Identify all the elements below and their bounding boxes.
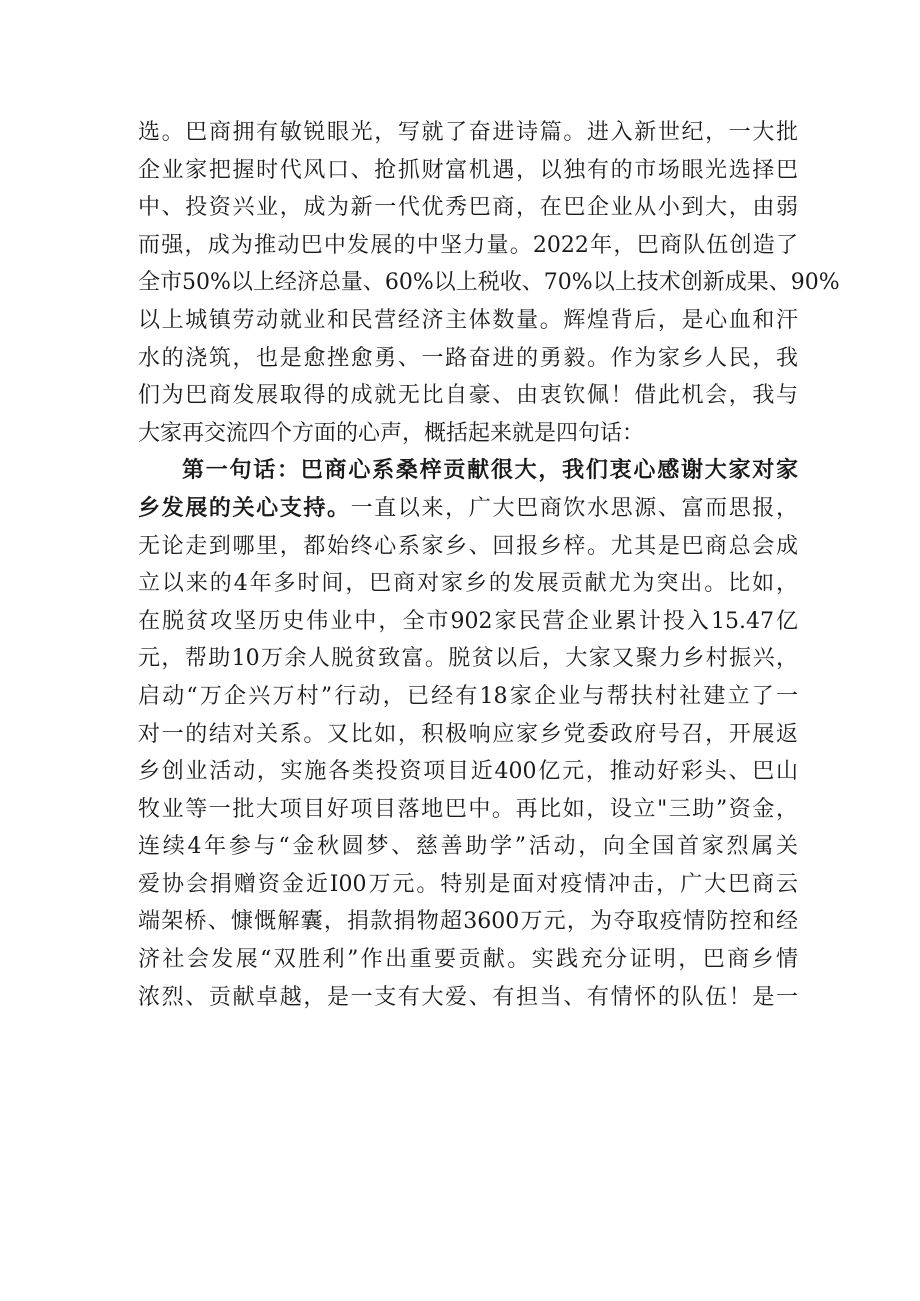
text-line: 端架桥、慷慨解囊，捐款捐物超3600万元，为夺取疫情防控和经 (138, 909, 798, 935)
text-line: 启动“万企兴万村”行动，已经有18家企业与帮扶村社建立了一 (138, 683, 798, 709)
text-line: 而强，成为推动巴中发展的中坚力量。2022年，巴商队伍创造了 (138, 232, 798, 258)
text-line: 选。巴商拥有敏锐眼光，写就了奋进诗篇。进入新世纪，一大批 (138, 120, 798, 145)
section-heading-end: 乡发展的关心支持。 (138, 495, 351, 521)
text-line: 对一的结对关系。又比如，积极响应家乡党委政府号召，开展返 (138, 721, 798, 747)
text-line: 连续4年参与“金秋圆梦、慈善助学”活动，向全国首家烈属关 (138, 834, 798, 860)
text-line: 浓烈、贡献卓越，是一支有大爱、有担当、有情怀的队伍！是一 (138, 984, 798, 1010)
document-page (138, 114, 840, 1016)
text-line: 牧业等一批大项目好项目落地巴中。再比如，设立"三助”资金， (138, 796, 798, 822)
text-line: 无论走到哪里，都始终心系家乡、回报乡梓。尤其是巴商总会成 (138, 533, 798, 559)
text-line: 中、投资兴业，成为新一代优秀巴商，在巴企业从小到大，由弱 (138, 195, 798, 221)
text-line: 全市50%以上经济总量、60%以上税收、70%以上技术创新成果、90% (138, 270, 840, 296)
text-line: 乡创业活动，实施各类投资项目近400亿元，推动好彩头、巴山 (138, 759, 798, 785)
text-line: 水的浇筑，也是愈挫愈勇、一路奋进的勇毅。作为家乡人民，我 (138, 345, 798, 371)
text-line: 在脱贫攻坚历史伟业中，全市902家民营企业累计投入15.47亿 (138, 608, 798, 634)
paragraph-2 (138, 452, 798, 1016)
text-line: 大家再交流四个方面的心声，概括起来就是四句话： (138, 420, 645, 446)
paragraph-1 (138, 114, 840, 452)
text-line: 元，帮助10万余人脱贫致富。脱贫以后，大家又聚力乡村振兴， (138, 646, 798, 672)
text-line: 企业家把握时代风口、抢抓财富机遇，以独有的市场眼光选择巴 (138, 157, 798, 183)
text-line: 济社会发展“双胜利”作出重要贡献。实践充分证明，巴商乡情 (138, 947, 798, 973)
text-fragment: 一直以来，广大巴商饮水思源、富而思报， (350, 495, 798, 521)
text-line: 爱协会捐赠资金近I00万元。特别是面对疫情冲击，广大巴商云 (138, 871, 798, 897)
text-line-mixed (138, 490, 798, 528)
text-line: 们为巴商发展取得的成就无比自豪、由衷钦佩！借此机会，我与 (138, 383, 798, 409)
text-line: 立以来的4年多时间，巴商对家乡的发展贡献尤为突出。比如， (138, 571, 798, 597)
section-heading-line: 第一句话：巴商心系桑梓贡献很大，我们衷心感谢大家对家 (182, 458, 798, 484)
text-line: 以上城镇劳动就业和民营经济主体数量。辉煌背后，是心血和汗 (138, 307, 798, 333)
